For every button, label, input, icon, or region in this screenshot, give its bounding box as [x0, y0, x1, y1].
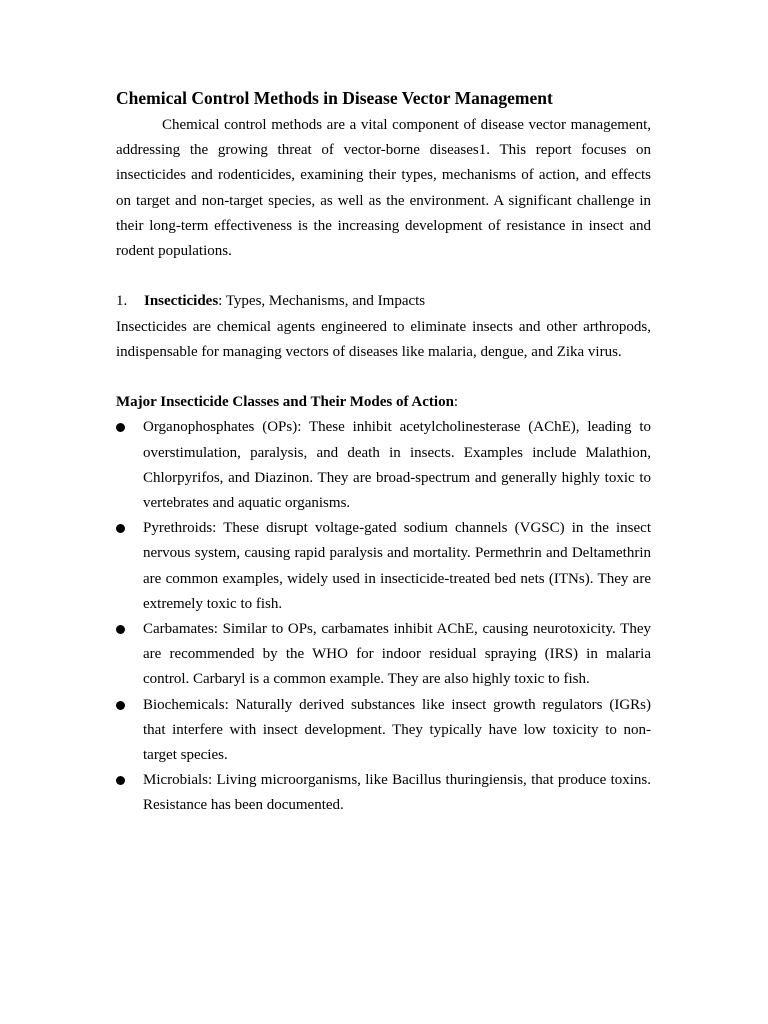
list-item — [116, 617, 651, 693]
list-item — [116, 693, 651, 769]
bullet-icon — [116, 524, 125, 533]
list-item — [116, 516, 651, 617]
section-1-paragraph: Insecticides are chemical agents engineered to eliminate insects and other arthropods, indispensable for managing vectors of diseases like malaria, dengue, and Zika virus. — [116, 318, 651, 360]
paragraph-spacer — [116, 365, 651, 390]
section-1-heading — [116, 289, 651, 314]
document-title: Chemical Control Methods in Disease Vector Management — [116, 88, 553, 108]
list-item-text: Pyrethroids: These disrupt voltage-gated sodium channels (VGSC) in the insect nervous system, causing rapid paralysis and mortality. Permethrin and Deltamethrin are common examples, widely used in insecticide-treated bed nets (ITNs). They are extremely toxic to fish. — [143, 520, 651, 612]
list-item-text: Carbamates: Similar to OPs, carbamates inhibit AChE, causing neurotoxicity. They are recommended by the WHO for indoor residual spraying (IRS) in malaria control. Carbaryl is a common example. They are also highly toxic to fish. — [143, 621, 651, 688]
bullet-icon — [116, 625, 125, 634]
section-1-title-rest: : Types, Mechanisms, and Impacts — [218, 293, 426, 310]
document-body — [116, 86, 651, 819]
list-item-text: Microbials: Living microorganisms, like Bacillus thuringiensis, that produce toxins. Resistance has been documented. — [143, 772, 651, 814]
bullet-icon — [116, 776, 125, 785]
classes-heading-colon: : — [453, 394, 459, 411]
classes-heading-bold: Major Insecticide Classes and Their Modes of Action — [116, 394, 454, 411]
list-item — [116, 768, 651, 818]
paragraph-spacer — [116, 264, 651, 289]
insecticide-class-list — [116, 415, 651, 818]
intro-paragraph: Chemical control methods are a vital component of disease vector management, addressing the growing threat of vector-borne diseases1. This report focuses on insecticides and rodenticides, examining their types, mechanisms of action, and effects on target and non-target species, as well as the environment. A significant challenge in their long-term effectiveness is the increasing development of resistance in insect and rodent populations. — [116, 117, 651, 260]
section-1-number: 1. — [116, 293, 128, 310]
list-item-text: Biochemicals: Naturally derived substances like insect growth regulators (IGRs) that interfere with insect development. They typically have low toxicity to non-target species. — [143, 696, 651, 764]
classes-heading — [116, 390, 651, 415]
bullet-icon — [116, 423, 125, 432]
bullet-icon — [116, 701, 125, 710]
list-item-text: Organophosphates (OPs): These inhibit acetylcholinesterase (AChE), leading to overstimulation, paralysis, and death in insects. Examples include Malathion, Chlorpyrifos, and Diazinon. They are broad-spectrum and generally highly toxic to vertebrates and aquatic organisms. — [143, 419, 651, 512]
list-item — [116, 415, 651, 516]
section-1-title — [144, 289, 425, 314]
section-1-title-bold: Insecticides — [144, 293, 219, 310]
